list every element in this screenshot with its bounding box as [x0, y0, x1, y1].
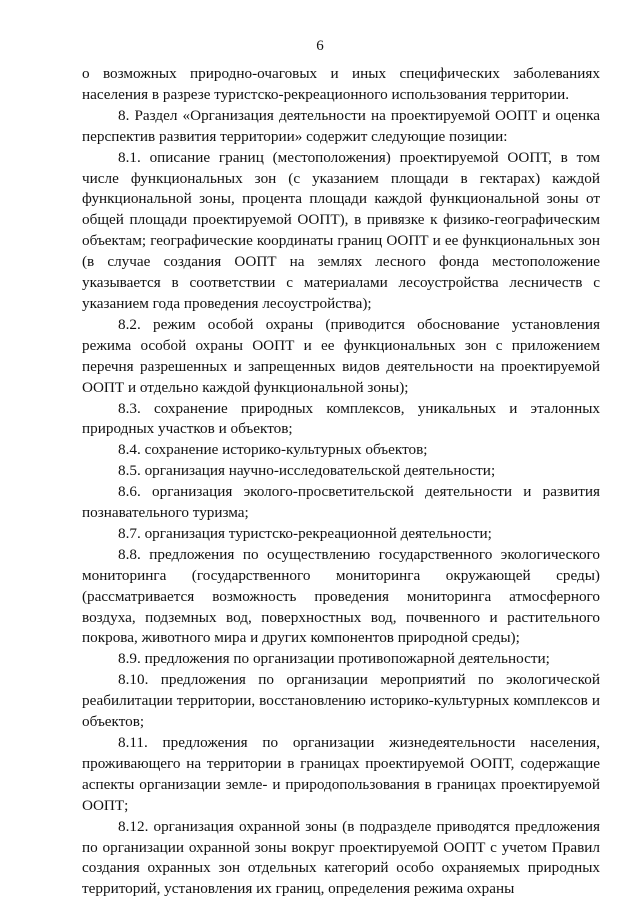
paragraph-item-8-11: 8.11. предложения по организации жизнедеятельности населения, проживающего на территории в границах проектируемой ООПТ, содержащие аспекты организации земле- и природопользования в границах проектируемой ООПТ;	[82, 734, 600, 814]
paragraph-continuation: о возможных природно-очаговых и иных специфических заболеваниях населения в разрезе туристско-рекреационного использования территории.	[82, 65, 600, 103]
paragraph-section-8: 8. Раздел «Организация деятельности на проектируемой ООПТ и оценка перспектив развития территории» содержит следующие позиции:	[82, 106, 600, 145]
paragraph-item-8-8: 8.8. предложения по осуществлению государственного экологического мониторинга (государственного мониторинга окружающей среды) (рассматривается возможность проведения мониторинга атмосферного воздуха, подземных вод, поверхностных вод, почвенного и растительного покрова, животного мира и других компонентов природной среды);	[82, 545, 600, 647]
document-body	[82, 64, 600, 900]
paragraph-item-8-5: 8.5. организация научно-исследовательской деятельности;	[118, 462, 496, 480]
paragraph-item-8-1: 8.1. описание границ (местоположения) проектируемой ООПТ, в том числе функциональных зон (с указанием площади в гектарах) каждой функциональной зоны, процента площади каждой функциональной зоны от общей площади проектируемой ООПТ), в привязке к физико-географическим объектам; географические координаты границ ООПТ и ее функциональных зон (в случае создания ООПТ на землях лесного фонда местоположение указывается в соответствии с материалами лесоустройства лесничеств с указанием года проведения лесоустройства);	[82, 148, 600, 312]
paragraph-item-8-12: 8.12. организация охранной зоны (в подразделе приводятся предложения по организации охранной зоны вокруг проектируемой ООПТ с учетом Правил создания охранных зон отдельных категорий особо охраняемых природных территорий, установления их границ, определения режима охраны	[82, 817, 600, 898]
paragraph-item-8-9: 8.9. предложения по организации противопожарной деятельности;	[118, 650, 550, 668]
paragraph-item-8-2: 8.2. режим особой охраны (приводится обоснование установления режима особой охраны ООПТ и ее функциональных зон с приложением перечня разрешенных и запрещенных видов деятельности на проектируемой ООПТ и отдельно каждой функциональной зоны);	[82, 315, 600, 396]
paragraph-item-8-6: 8.6. организация эколого-просветительской деятельности и развития познавательного туризма;	[82, 483, 600, 522]
paragraph-item-8-10: 8.10. предложения по организации мероприятий по экологической реабилитации территории, восстановлению историко-культурных комплексов и объектов;	[82, 671, 600, 731]
page-number: 6	[316, 38, 324, 54]
paragraph-item-8-3: 8.3. сохранение природных комплексов, уникальных и эталонных природных участков и объектов;	[82, 399, 600, 438]
paragraph-item-8-7: 8.7. организация туристско-рекреационной деятельности;	[118, 524, 492, 542]
paragraph-item-8-4: 8.4. сохранение историко-культурных объектов;	[118, 441, 428, 459]
